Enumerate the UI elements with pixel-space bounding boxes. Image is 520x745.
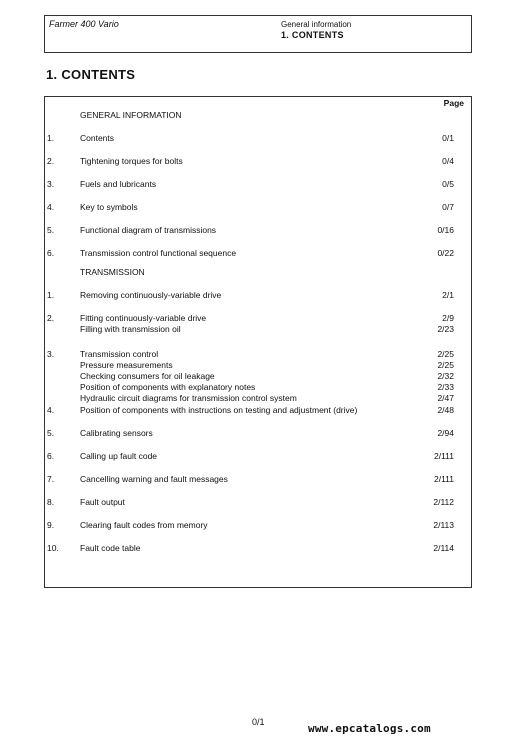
toc-line-title: Position of components with instructions on testing and adjustment (drive): [80, 405, 358, 415]
toc-line-title: Hydraulic circuit diagrams for transmission control system: [80, 393, 297, 403]
toc-line-page: 2/111: [433, 451, 454, 461]
toc-entry: [45, 405, 471, 416]
toc-line[interactable]: [45, 497, 471, 508]
toc-line[interactable]: [45, 428, 471, 439]
toc-line[interactable]: [45, 520, 471, 531]
header-model: Farmer 400 Vario: [49, 19, 119, 29]
toc-line-page: 2/111: [433, 474, 454, 484]
toc-entry-number: 7.: [47, 474, 55, 484]
toc-line-title: Position of components with explanatory notes: [80, 382, 256, 392]
toc-line-title: Transmission control: [80, 349, 159, 359]
toc-line-page: 2/25: [437, 349, 454, 359]
toc-entry: [45, 474, 471, 485]
toc-line-page: 2/94: [437, 428, 454, 438]
toc-entry: [45, 248, 471, 259]
toc-entry-number: 4.: [47, 405, 55, 415]
toc-line-page: 0/22: [437, 248, 454, 258]
toc-line[interactable]: [45, 360, 471, 371]
toc-line[interactable]: [45, 543, 471, 554]
toc-line[interactable]: [45, 225, 471, 236]
toc-entry-number: 10.: [47, 543, 59, 553]
page-title: 1. CONTENTS: [46, 67, 136, 82]
toc-line-title: Functional diagram of transmissions: [80, 225, 217, 235]
toc-line-page: 2/32: [437, 371, 454, 381]
toc-entry: [45, 290, 471, 301]
toc-section-label: GENERAL INFORMATION: [80, 110, 182, 120]
toc-entry: [45, 156, 471, 167]
toc-line[interactable]: [45, 133, 471, 144]
toc-entry: [45, 451, 471, 462]
toc-entry: [45, 543, 471, 554]
toc-line-title: Cancelling warning and fault messages: [80, 474, 228, 484]
toc-line-page: 2/25: [437, 360, 454, 370]
toc-line[interactable]: [45, 202, 471, 213]
toc-line-title: Fitting continuously-variable drive: [80, 313, 207, 323]
toc-line-page: 2/1: [442, 290, 454, 300]
table-of-contents: [44, 96, 472, 588]
toc-line-page: 0/4: [442, 156, 454, 166]
toc-entry: [45, 497, 471, 508]
toc-entry: [45, 133, 471, 144]
toc-line[interactable]: [45, 451, 471, 462]
toc-line-title: Tightening torques for bolts: [80, 156, 183, 166]
toc-entry-number: 1.: [47, 290, 55, 300]
toc-line-page: 2/113: [433, 520, 454, 530]
toc-line-title: Checking consumers for oil leakage: [80, 371, 215, 381]
toc-entry: [45, 428, 471, 439]
toc-line[interactable]: [45, 290, 471, 301]
toc-line[interactable]: [45, 248, 471, 259]
toc-line-page: 2/23: [437, 324, 454, 334]
toc-line-title: Contents: [80, 133, 115, 143]
toc-line-page: 0/7: [442, 202, 454, 212]
toc-line[interactable]: [45, 393, 471, 404]
toc-line[interactable]: [45, 313, 471, 324]
toc-line[interactable]: [45, 156, 471, 167]
toc-line-title: Filling with transmission oil: [80, 324, 181, 334]
toc-line-page: 2/33: [437, 382, 454, 392]
toc-line[interactable]: [45, 405, 471, 416]
toc-line-title: Removing continuously-variable drive: [80, 290, 222, 300]
toc-entry-number: 8.: [47, 497, 55, 507]
toc-line[interactable]: [45, 349, 471, 360]
toc-entry: [45, 179, 471, 190]
toc-line[interactable]: [45, 179, 471, 190]
toc-line-page: 0/5: [442, 179, 454, 189]
header-section-block: [281, 19, 351, 41]
toc-line-title: Fuels and lubricants: [80, 179, 157, 189]
toc-entry-number: 5.: [47, 225, 55, 235]
header-subsection: 1. CONTENTS: [281, 30, 344, 40]
page-header: [44, 15, 472, 53]
toc-line[interactable]: [45, 324, 471, 335]
toc-entry-number: 3.: [47, 179, 55, 189]
toc-entry-number: 9.: [47, 520, 55, 530]
header-section: General information: [281, 20, 352, 29]
toc-entry-number: 2.: [47, 313, 55, 323]
toc-line[interactable]: [45, 382, 471, 393]
toc-line-title: Fault code table: [80, 543, 141, 553]
toc-section-label: TRANSMISSION: [80, 267, 145, 277]
toc-line-page: 2/114: [433, 543, 454, 553]
toc-line-page: 2/47: [437, 393, 454, 403]
toc-entry-number: 1.: [47, 133, 55, 143]
toc-entry-number: 6.: [47, 451, 55, 461]
toc-line-title: Calibrating sensors: [80, 428, 153, 438]
toc-line-title: Clearing fault codes from memory: [80, 520, 208, 530]
toc-line-page: 2/9: [442, 313, 454, 323]
toc-line[interactable]: [45, 474, 471, 485]
toc-line-title: Fault output: [80, 497, 125, 507]
toc-line-page: 2/112: [433, 497, 454, 507]
toc-entry: [45, 225, 471, 236]
footer-watermark-url: www.epcatalogs.com: [308, 722, 431, 735]
toc-line[interactable]: [45, 371, 471, 382]
toc-entry: [45, 349, 471, 404]
toc-entry-number: 5.: [47, 428, 55, 438]
toc-line-title: Key to symbols: [80, 202, 138, 212]
toc-line-page: 2/48: [437, 405, 454, 415]
toc-entry: [45, 313, 471, 335]
toc-line-title: Calling up fault code: [80, 451, 158, 461]
toc-entry: [45, 520, 471, 531]
toc-entry-number: 6.: [47, 248, 55, 258]
toc-line-title: Pressure measurements: [80, 360, 173, 370]
toc-entry-number: 2.: [47, 156, 55, 166]
toc-entry-number: 4.: [47, 202, 55, 212]
toc-line-title: Transmission control functional sequence: [80, 248, 237, 258]
page-column-header: Page: [443, 98, 464, 108]
toc-line-page: 0/16: [437, 225, 454, 235]
toc-entry: [45, 202, 471, 213]
toc-line-page: 0/1: [442, 133, 454, 143]
toc-entry-number: 3.: [47, 349, 55, 359]
footer-page-number: 0/1: [252, 717, 265, 727]
